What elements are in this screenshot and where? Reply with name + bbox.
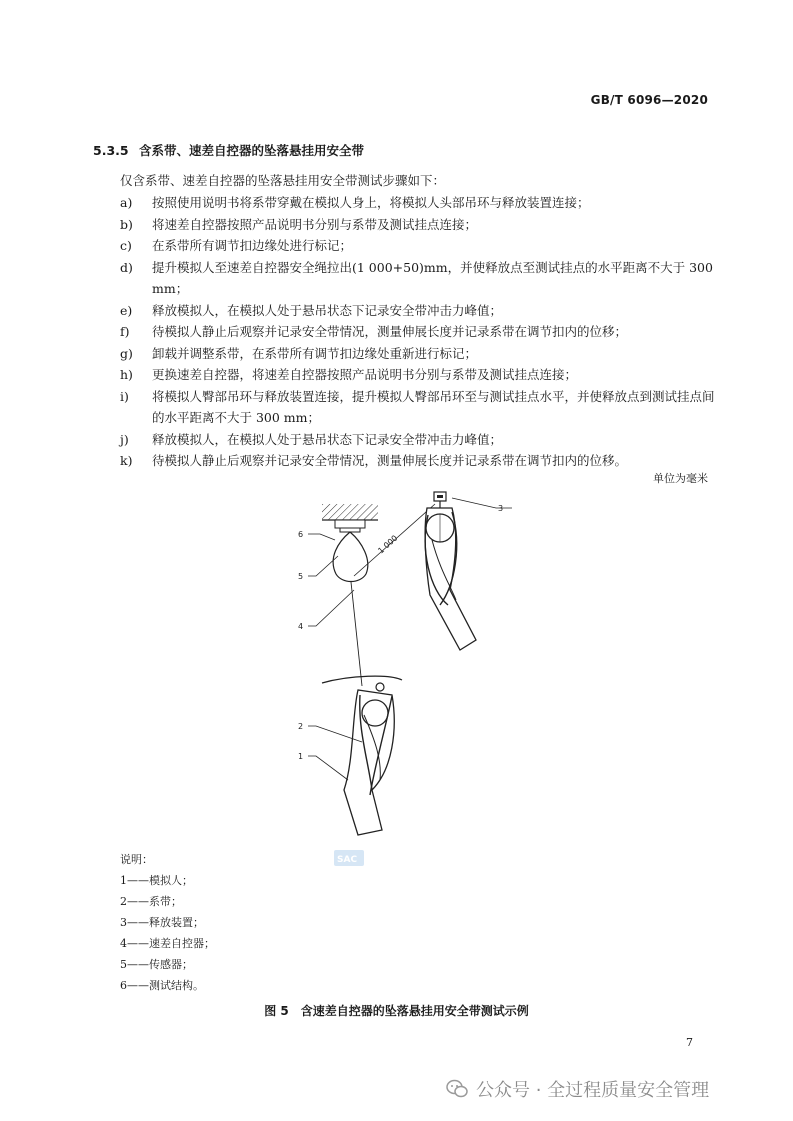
standard-code: GB/T 6096—2020: [590, 93, 708, 107]
callout-6: 6: [298, 530, 304, 539]
figure-legend: [120, 872, 215, 998]
section-heading: 含系带、速差自控器的坠落悬挂用安全带: [139, 143, 365, 158]
section-number: 5.3.5: [93, 143, 129, 158]
page-number: 7: [686, 1036, 693, 1049]
list-item: [120, 386, 720, 429]
section-title: [93, 141, 364, 159]
figure-caption: 图 5 含速差自控器的坠落悬挂用安全带测试示例: [264, 1004, 529, 1018]
step-label: b): [120, 216, 133, 232]
step-text: 释放模拟人，在模拟人处于悬吊状态下记录安全带冲击力峰值；: [152, 431, 503, 447]
list-item: [120, 364, 720, 386]
step-label: k): [120, 453, 133, 468]
list-item: [120, 192, 720, 214]
step-text: 卸载并调整系带，在系带所有调节扣边缘处重新进行标记；: [152, 345, 478, 361]
step-text: 待模拟人静止后观察并记录安全带情况，测量伸展长度并记录系带在调节扣内的位移；: [152, 324, 628, 339]
section-intro: 仅含系带、速差自控器的坠落悬挂用安全带测试步骤如下：: [120, 173, 446, 188]
step-label: d): [120, 259, 133, 275]
list-item: [120, 450, 720, 472]
step-label: f): [120, 324, 130, 339]
legend-item: 2——系带；: [120, 895, 182, 908]
step-text: 将速差自控器按照产品说明书分别与系带及测试挂点连接；: [152, 216, 478, 232]
step-text: 释放模拟人，在模拟人处于悬吊状态下记录安全带冲击力峰值；: [152, 302, 503, 318]
list-item: [120, 214, 720, 236]
callout-1: 1: [298, 752, 304, 761]
step-text: 在系带所有调节扣边缘处进行标记；: [152, 238, 353, 253]
step-text: 更换速差自控器，将速差自控器按照产品说明书分别与系带及测试挂点连接；: [152, 367, 578, 382]
step-label: j): [120, 431, 129, 447]
sensor-shape: [333, 532, 368, 582]
watermark-text: 公众号 · 全过程质量安全管理: [476, 1080, 710, 1101]
callout-5: 5: [298, 572, 304, 581]
legend-item: 1——模拟人；: [120, 874, 193, 887]
callout-2: 2: [298, 722, 304, 731]
list-item: [120, 343, 720, 365]
step-text: 待模拟人静止后观察并记录安全带情况，测量伸展长度并记录系带在调节扣内的位移。: [152, 453, 628, 468]
legend-item: 5——传感器；: [120, 958, 193, 971]
legend-item: 6——测试结构。: [120, 979, 204, 992]
list-item: [120, 300, 720, 322]
legend-title: 说明：: [120, 853, 153, 866]
list-item: [120, 321, 720, 343]
step-label: g): [120, 345, 133, 361]
list-item: [120, 235, 720, 257]
wechat-icon: [446, 1079, 468, 1099]
list-item: [120, 257, 720, 300]
callout-leaders: [308, 498, 512, 780]
step-label: a): [120, 195, 133, 210]
step-text: 提升模拟人至速差自控器安全绳拉出(1 000+50)mm，并使释放点至测试挂点的水平距离不大于 300 mm；: [152, 259, 713, 296]
callout-4: 4: [298, 622, 304, 631]
test-setup-figure: [280, 490, 520, 850]
callout-3: 3: [498, 504, 504, 513]
step-label: h): [120, 367, 133, 382]
legend-item: 4——速差自控器；: [120, 937, 215, 950]
dimension-label: 1 000: [376, 533, 400, 556]
lower-dummy: [322, 676, 402, 835]
test-structure: [322, 504, 378, 532]
wechat-watermark: [446, 1076, 709, 1102]
step-label: i): [120, 388, 129, 404]
unit-note: 单位为毫米: [653, 472, 708, 485]
step-list: [120, 192, 720, 472]
list-item: [120, 429, 720, 451]
sac-logo-text: SAC: [337, 855, 358, 865]
step-text: 将模拟人臀部吊环与释放装置连接，提升模拟人臀部吊环至与测试挂点水平，并使释放点到测试挂点间的水平距离不大于 300 mm；: [152, 388, 715, 425]
step-label: c): [120, 238, 132, 253]
upper-dummy: [425, 492, 476, 650]
retractor-line: [351, 582, 362, 686]
step-text: 按照使用说明书将系带穿戴在模拟人身上，将模拟人头部吊环与释放装置连接；: [152, 195, 590, 210]
step-label: e): [120, 302, 133, 318]
sac-watermark-logo: [334, 850, 364, 866]
legend-item: 3——释放装置；: [120, 916, 204, 929]
